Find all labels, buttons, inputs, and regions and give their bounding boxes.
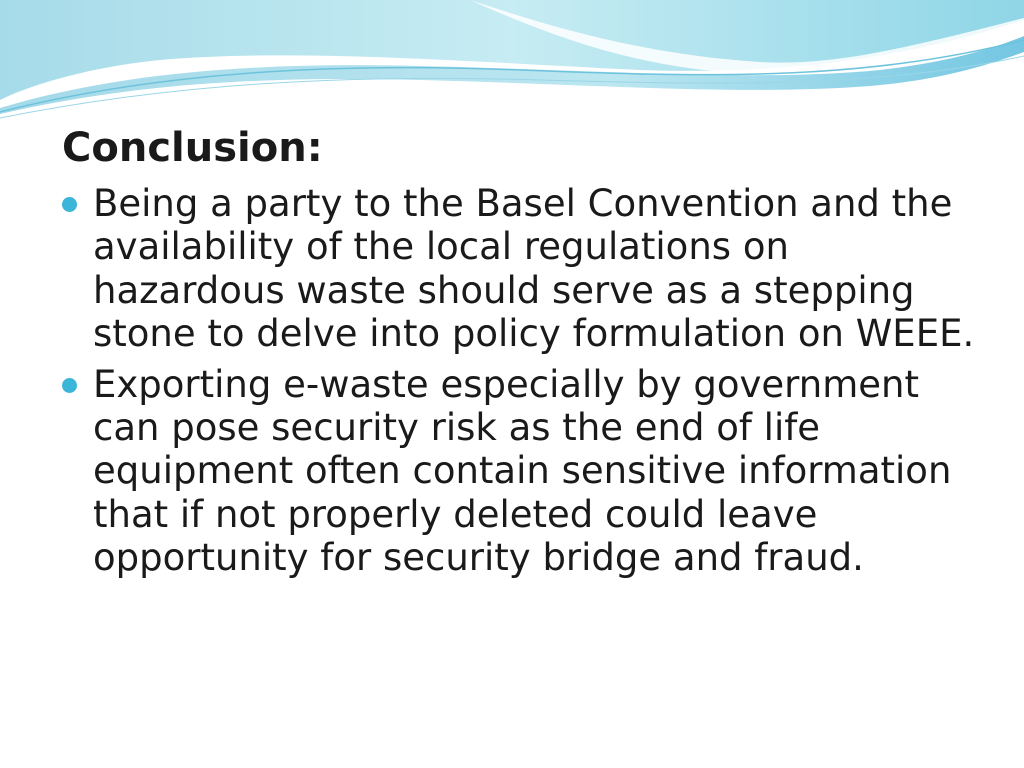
bullet-item (62, 182, 982, 356)
bullet-item (62, 363, 982, 580)
bullet-text: Being a party to the Basel Convention and the availability of the local regulations on hazardous waste should serve as a stepping stone to delve into policy formulation on WEEE. (93, 182, 975, 356)
bullet-list (62, 182, 982, 587)
slide-title: Conclusion: (62, 125, 323, 171)
bullet-dot-icon (62, 197, 77, 212)
bullet-text: Exporting e-waste especially by government can pose security risk as the end of life equipment often contain sensitive information that if not properly deleted could leave opportunity for security bridge and fraud. (93, 362, 952, 580)
bullet-dot-icon (62, 378, 77, 393)
wave-header-decoration (0, 0, 1024, 130)
